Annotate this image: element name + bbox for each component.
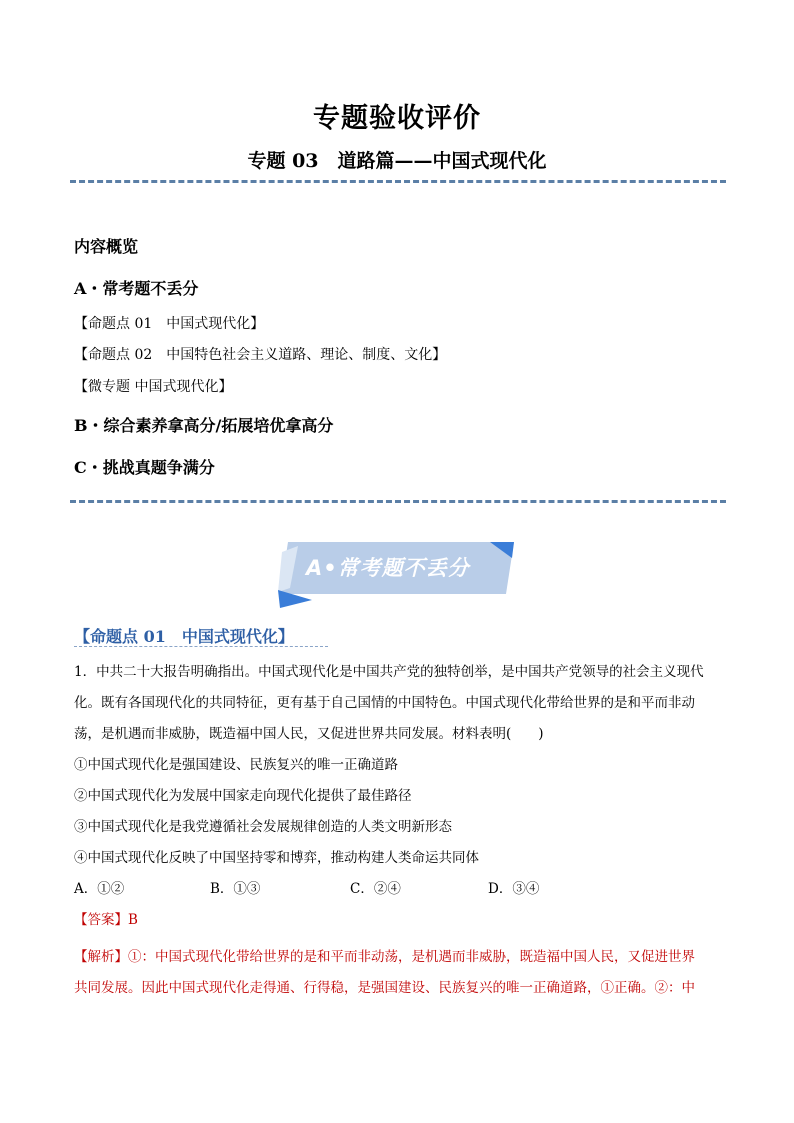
overview-heading: 内容概览: [74, 237, 139, 256]
page-title: 专题验收评价: [313, 103, 481, 134]
overview-section-a: A・常考题不丢分: [74, 279, 199, 298]
overview-item: 【命题点 01 中国式现代化】: [74, 316, 265, 332]
options-row: [74, 874, 726, 905]
answer-line: [74, 905, 726, 936]
question-line: 化。既有各国现代化的共同特征，更有基于自己国情的中国特色。中国式现代化带给世界的是和平而非动: [74, 695, 695, 711]
analysis-line: ①：中国式现代化带给世界的是和平而非动荡，是机遇而非威胁，既造福中国人民，又促进世界: [128, 949, 695, 965]
overview-section-c: C・挑战真题争满分: [74, 458, 215, 477]
analysis-block: [74, 942, 726, 1004]
analysis-line: 共同发展。因此中国式现代化走得通、行得稳，是强国建设、民族复兴的唯一正确道路，①正确。②：中: [74, 980, 695, 996]
proposition-heading: 【命题点 01 中国式现代化】: [74, 627, 294, 646]
statement: ③中国式现代化是我党遵循社会发展规律创造的人类文明新形态: [74, 819, 452, 835]
overview-section-b: B・综合素养拿高分/拓展培优拿高分: [74, 416, 334, 435]
answer-value: B: [128, 912, 138, 928]
statement: ④中国式现代化反映了中国坚持零和博弈，推动构建人类命运共同体: [74, 850, 479, 866]
divider-bottom: [70, 500, 726, 503]
statement: ②中国式现代化为发展中国家走向现代化提供了最佳路径: [74, 788, 412, 804]
answer-label: 【答案】: [74, 912, 128, 928]
option-c: C．②④: [350, 881, 401, 897]
analysis-label: 【解析】: [74, 949, 128, 965]
option-b: B．①③: [210, 881, 261, 897]
statement: ①中国式现代化是强国建设、民族复兴的唯一正确道路: [74, 757, 398, 773]
question-stem: [74, 657, 726, 936]
divider-top: [70, 180, 726, 183]
option-a: A．①②: [74, 881, 125, 897]
option-d: D．③④: [488, 881, 540, 897]
overview-item: 【微专题 中国式现代化】: [74, 379, 233, 395]
heading-underline: [74, 646, 328, 647]
question-line: 1．中共二十大报告明确指出。中国式现代化是中国共产党的独特创举，是中国共产党领导的社会主义现代: [74, 664, 704, 680]
overview-item: 【命题点 02 中国特色社会主义道路、理论、制度、文化】: [74, 347, 447, 363]
question-line: 荡，是机遇而非威胁，既造福中国人民，又促进世界共同发展。材料表明( ): [74, 726, 544, 742]
page-subtitle: 专题 03 道路篇——中国式现代化: [247, 150, 547, 172]
banner-label: A•常考题不丢分: [306, 556, 470, 580]
